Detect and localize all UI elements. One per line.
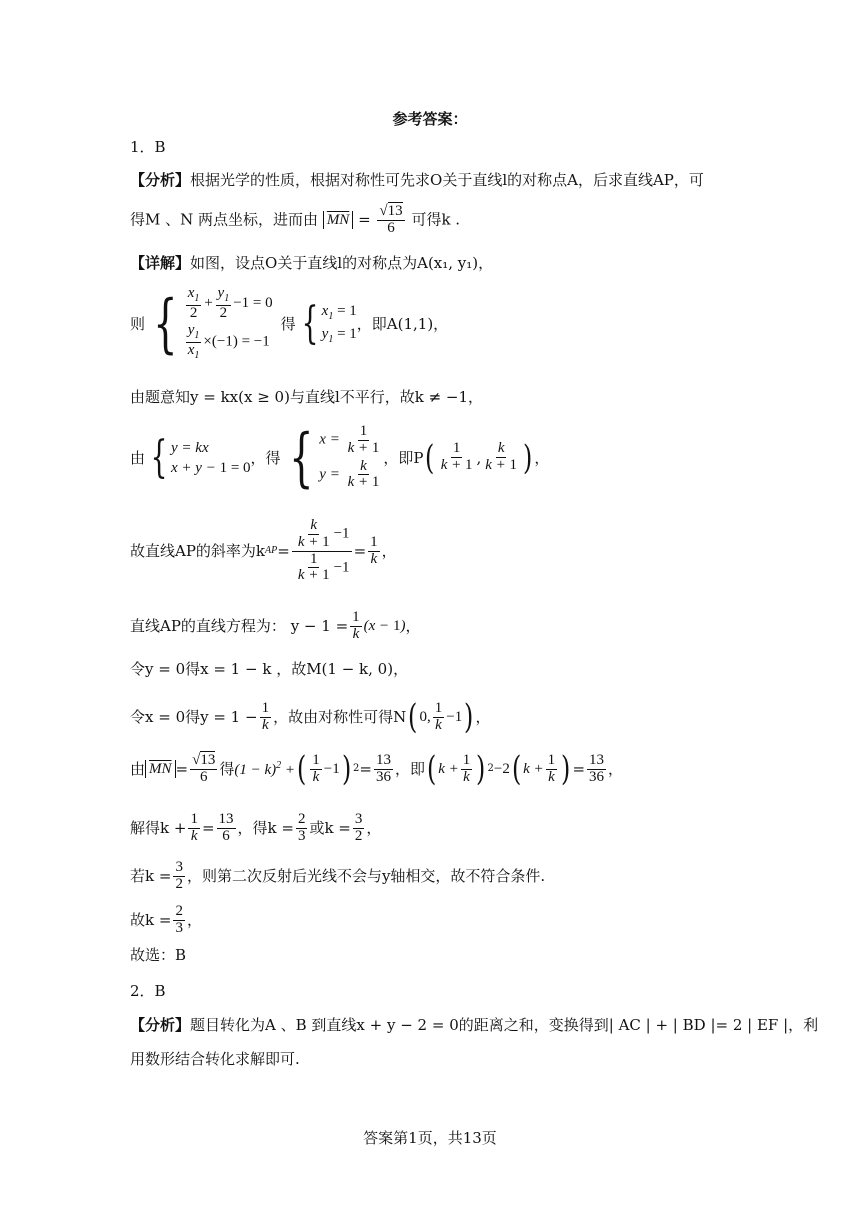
q1-system-1: 则 { $\frac{x_1}{2}$ + $\frac{y_1}{2}$ −1 = 0 $\frac{y_1}{x_1}$ ×(−1) = −1 得 { $x_1 = 1$ $y_1 = 1$ ，即A(1,1)， — [130, 285, 449, 361]
get-label: 得 — [280, 314, 296, 333]
q2-analysis-line1 — [130, 1016, 818, 1034]
sqrt13-over-6: $\frac{√13}{6}$ — [379, 203, 403, 236]
q1-detail-line1 — [130, 254, 493, 272]
q2-answer: 2．B — [130, 982, 166, 1000]
get-a-text: ，即A(1,1)， — [356, 314, 449, 333]
if-pre: 若k = — [130, 867, 172, 886]
q2-analysis-text: 题目转化为A 、B 到直线x + y − 2 = 0的距离之和，变换得到| AC | + | BD |= 2 | EF |，利 — [190, 1016, 819, 1034]
slope-text: 故直线AP的斜率为k — [130, 542, 266, 560]
q1-analysis-line1 — [130, 171, 704, 189]
mn-abs: $\overline{MN}$ — [323, 211, 354, 229]
from-mn: 由 — [130, 760, 146, 778]
solve-mid: ，得k = — [237, 819, 294, 838]
therefore-text: 故k = — [130, 911, 172, 930]
analysis-label: 【分析】 — [130, 171, 191, 189]
q2-analysis-line2: 用数形结合转化求解即可. — [130, 1050, 300, 1068]
detail-text: 如图，设点O关于直线l的对称点为A(x₁, y₁)， — [190, 254, 494, 272]
let-x0-post: ，故由对称性可得N — [273, 708, 407, 726]
q1-therefore: 故k = $\frac{2}{3}$ ， — [130, 903, 202, 936]
page-footer: 答案第1页，共13页 — [363, 1129, 497, 1147]
solve-or: 或k = — [309, 819, 351, 838]
q1-line-eq: 直线AP的直线方程为： y − 1 = $\frac{1}{k}$ (x − 1) ， — [130, 609, 421, 642]
q1-if: 若k = $\frac{3}{2}$ ，则第二次反射后光线不会与y轴相交，故不符合条件. — [130, 859, 546, 892]
let-x0-pre: 令x = 0得y = 1 − — [130, 708, 258, 726]
q2-analysis-label: 【分析】 — [130, 1016, 191, 1034]
q1-solve: 解得k + $\frac{1}{k}$ = 13 6 ，得k = $\frac{2}{3}$ 或k = $\frac{3}{2}$ ， — [130, 811, 382, 844]
page-title: 参考答案： — [392, 110, 468, 128]
q1-slope: 故直线AP的斜率为k AP = $\frac{k}{k + 1}$ −1 $\frac{1}{k + 1}$ −1 = 1 k ， — [130, 517, 397, 584]
q1-line-parallel: 由题意知y = kx(x ≥ 0)与直线l不平行，故k ≠ −1， — [130, 388, 484, 406]
from-label: 由 — [130, 448, 146, 467]
analysis-text-2b: 可得k . — [411, 210, 461, 229]
q1-answer: 1．B — [130, 138, 166, 156]
if-post: ，则第二次反射后光线不会与y轴相交，故不符合条件. — [186, 867, 546, 886]
comma-get: ，得 — [250, 448, 281, 467]
q1-choose: 故选：B — [130, 946, 187, 964]
get-p: ，即P — [383, 448, 424, 467]
q1-system-2: 由 { y = kx x + y − 1 = 0 ，得 { x = $\frac{1}{k + 1}$ y = $\frac{k}{k + 1}$ ，即P ( 1 k + 1 , k k + 1 ) ， — [130, 420, 550, 495]
q1-let-y0: 令y = 0得x = 1 − k ，故M(1 − k, 0)， — [130, 660, 409, 678]
detail-label: 【详解】 — [130, 254, 191, 272]
q1-from-mn: 由 $\overline{MN}$ = √13 6 得 $(1 - k)^2$ + ( 1 k −1 ) 2 = 13 36 ，即 ( k + $\frac{1}{k}$ ) 2 −2 ( k + $\frac{1}{k}$ ) = 13 36 ， — [130, 749, 624, 789]
q1-let-x0: 令x = 0得y = 1 − $\frac{1}{k}$ ，故由对称性可得N ( 0, 1 k −1 ) ， — [130, 697, 491, 737]
then-label: 则 — [130, 314, 146, 333]
q1-analysis-line2: 得M 、N 两点坐标，进而由 $\overline{MN}$ = $\frac{√13}{6}$ 可得k . — [130, 203, 461, 236]
analysis-text: 根据光学的性质，根据对称性可先求O关于直线l的对称点A，后求直线AP，可 — [190, 171, 704, 189]
solve-pre: 解得k + — [130, 819, 187, 838]
line-eq-text: 直线AP的直线方程为： y − 1 = — [130, 617, 349, 636]
analysis-text-2a: 得M 、N 两点坐标，进而由 — [130, 210, 319, 229]
